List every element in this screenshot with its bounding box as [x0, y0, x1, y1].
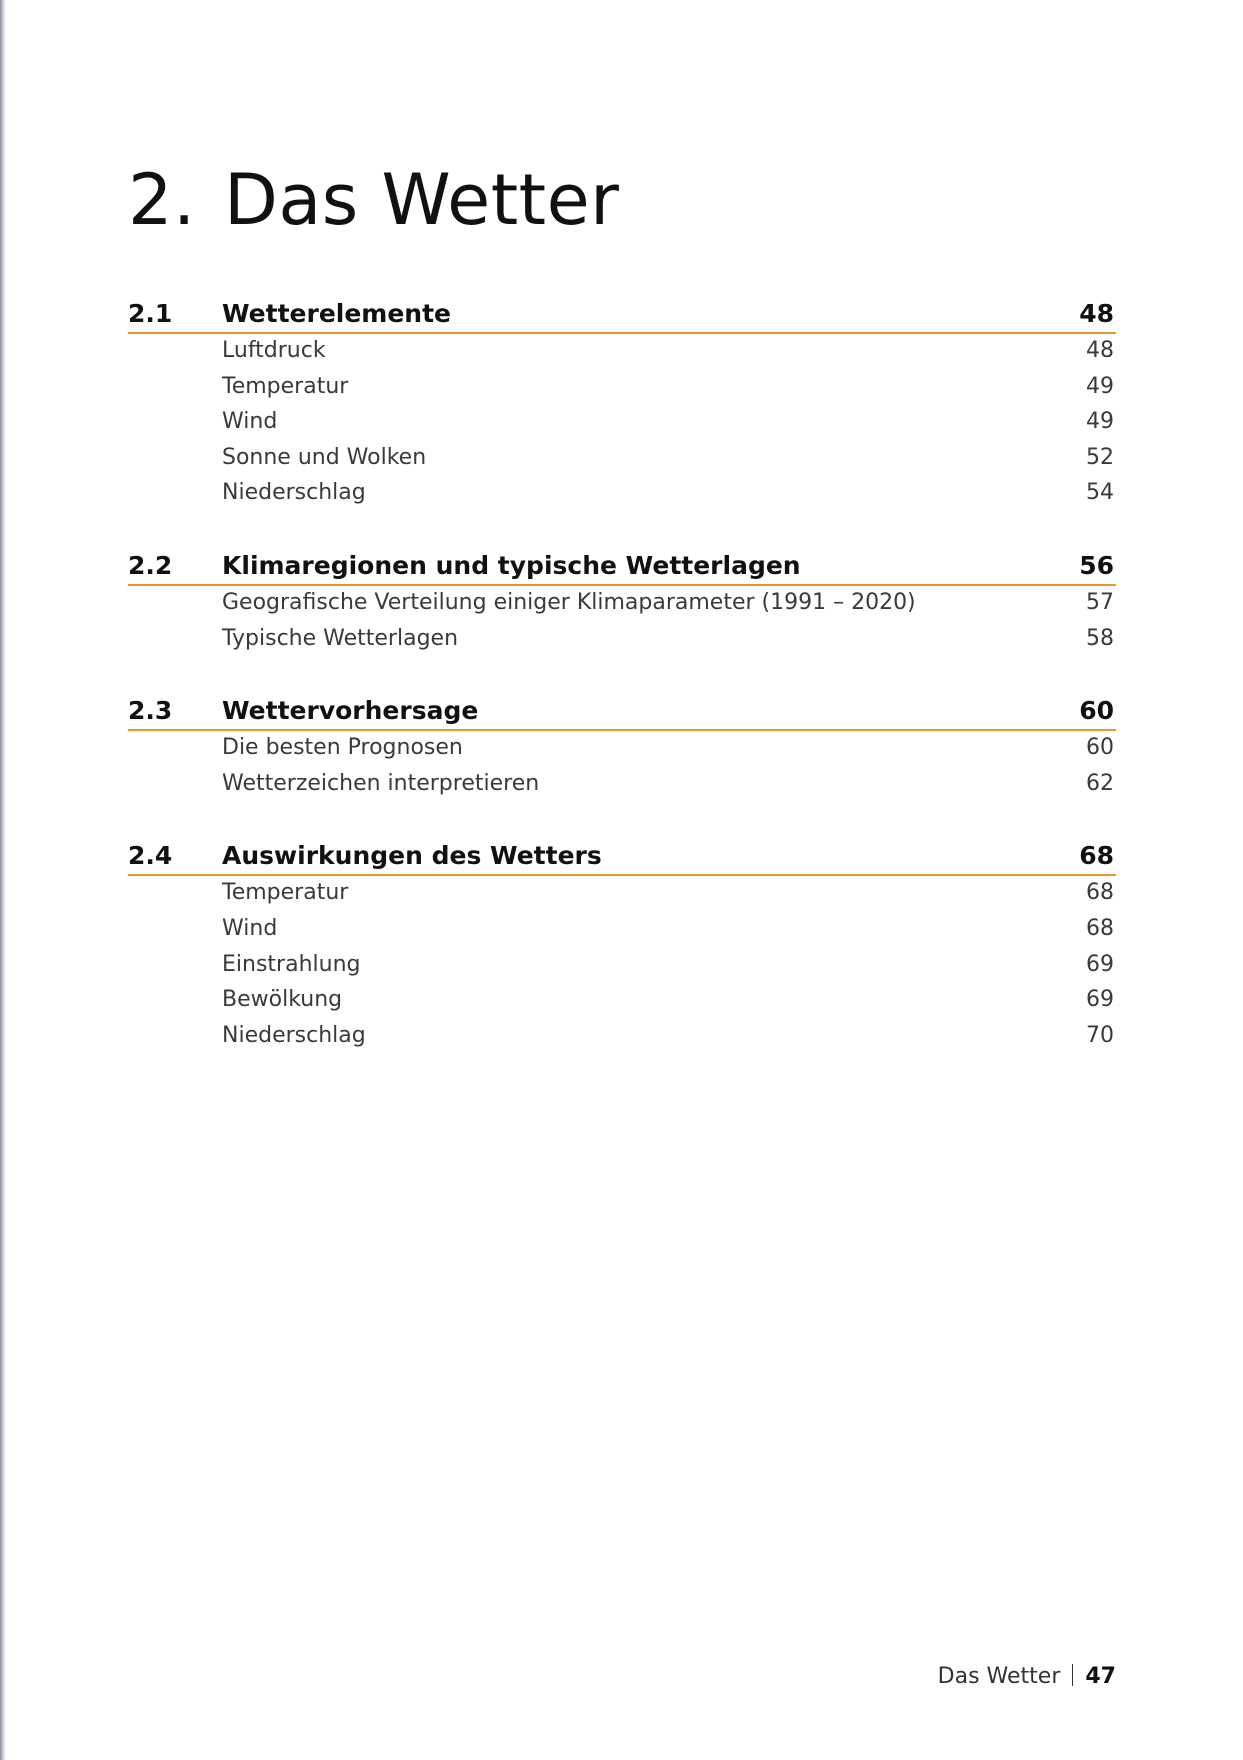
entry-title: Typische Wetterlagen: [222, 625, 459, 651]
footer-separator: [1072, 1664, 1073, 1686]
section-title: Klimaregionen und typische Wetterlagen: [222, 550, 801, 580]
entry-page-number: 62: [1086, 770, 1114, 796]
entry-title: Die besten Prognosen: [222, 735, 463, 761]
chapter-title-text: Das Wetter: [224, 158, 620, 241]
entry-title: Einstrahlung: [222, 951, 361, 977]
entry-title: Sonne und Wolken: [222, 444, 427, 470]
entry-page-number: 58: [1086, 625, 1114, 651]
toc-entry[interactable]: [128, 441, 1116, 477]
toc-item-list: [128, 586, 1116, 657]
running-title: Das Wetter: [937, 1664, 1061, 1689]
page-footer: [938, 1664, 1116, 1689]
entry-page-number: 69: [1086, 987, 1114, 1013]
section-page-number: 60: [1079, 696, 1114, 726]
toc-entry[interactable]: [128, 912, 1116, 948]
toc-entry[interactable]: [128, 1019, 1116, 1055]
entry-page-number: 69: [1086, 951, 1114, 977]
toc-section: [128, 546, 1116, 657]
toc-entry[interactable]: [128, 405, 1116, 441]
toc-entry[interactable]: [128, 767, 1116, 803]
entry-page-number: 49: [1086, 409, 1114, 435]
toc-entry[interactable]: [128, 876, 1116, 912]
toc-entry[interactable]: [128, 948, 1116, 984]
section-number: 2.4: [128, 841, 173, 871]
entry-title: Temperatur: [222, 373, 349, 399]
toc-entry[interactable]: [128, 983, 1116, 1019]
section-number: 2.1: [128, 299, 173, 328]
section-number: 2.3: [128, 696, 173, 726]
toc-section-heading[interactable]: [128, 546, 1116, 586]
toc-section: [128, 294, 1116, 512]
toc-entry[interactable]: [128, 586, 1116, 622]
section-page-number: 48: [1079, 299, 1114, 328]
section-page-number: 68: [1079, 841, 1114, 871]
toc-section-heading[interactable]: [128, 836, 1116, 876]
toc-section: [128, 691, 1116, 802]
entry-title: Wind: [222, 409, 278, 435]
entry-title: Luftdruck: [222, 338, 326, 363]
entry-page-number: 54: [1086, 480, 1114, 506]
entry-title: Niederschlag: [222, 1022, 366, 1048]
table-of-contents: [128, 294, 1116, 1088]
toc-entry[interactable]: [128, 370, 1116, 406]
page-edge-shadow: [0, 0, 6, 1760]
toc-section-heading[interactable]: [128, 691, 1116, 731]
entry-title: Temperatur: [222, 880, 349, 906]
toc-item-list: [128, 334, 1116, 512]
toc-entry[interactable]: [128, 731, 1116, 767]
toc-entry[interactable]: [128, 334, 1116, 370]
section-number: 2.2: [128, 550, 173, 580]
toc-entry[interactable]: [128, 622, 1116, 658]
entry-title: Niederschlag: [222, 480, 366, 506]
section-title: Auswirkungen des Wetters: [222, 841, 602, 871]
section-page-number: 56: [1079, 550, 1114, 580]
section-title: Wetterelemente: [222, 299, 452, 328]
entry-page-number: 48: [1086, 338, 1114, 363]
chapter-title: [128, 159, 619, 241]
entry-page-number: 60: [1086, 735, 1114, 761]
page-number: 47: [1085, 1664, 1116, 1689]
toc-entry[interactable]: [128, 476, 1116, 512]
entry-page-number: 52: [1086, 444, 1114, 470]
toc-item-list: [128, 876, 1116, 1054]
entry-page-number: 49: [1086, 373, 1114, 399]
toc-item-list: [128, 731, 1116, 802]
entry-page-number: 68: [1086, 880, 1114, 906]
entry-title: Geografische Verteilung einiger Klimaparameter (1991 – 2020): [222, 589, 916, 615]
toc-section: [128, 836, 1116, 1054]
section-title: Wettervorhersage: [222, 696, 479, 726]
entry-title: Bewölkung: [222, 987, 343, 1013]
entry-page-number: 68: [1086, 915, 1114, 941]
entry-page-number: 57: [1086, 589, 1114, 615]
chapter-number: 2.: [128, 158, 196, 241]
toc-section-heading[interactable]: [128, 294, 1116, 334]
entry-page-number: 70: [1086, 1022, 1114, 1048]
entry-title: Wind: [222, 915, 278, 941]
entry-title: Wetterzeichen interpretieren: [222, 770, 540, 796]
